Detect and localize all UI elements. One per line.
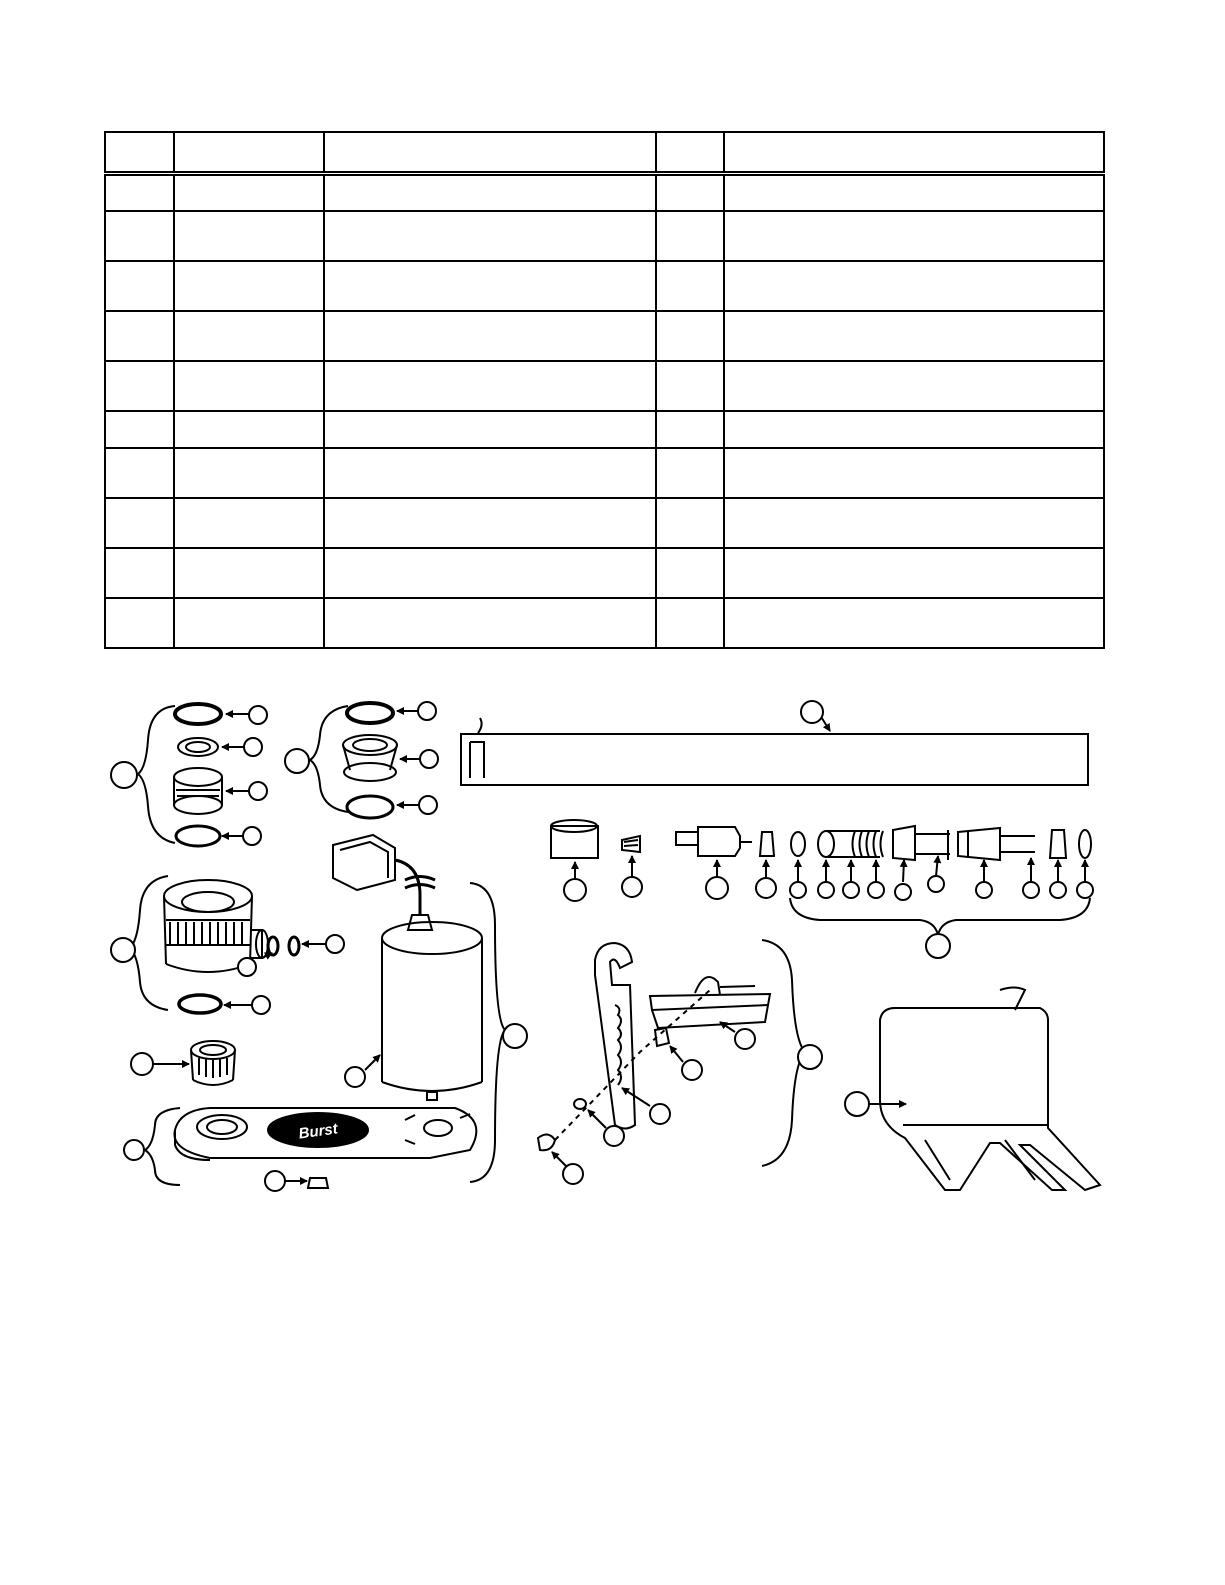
callout [238,958,256,976]
callout [818,882,834,898]
valve-stem [893,826,915,860]
spring [853,831,884,857]
wing-nut [655,1028,669,1046]
table-cell [656,261,724,311]
flat-washer [178,738,218,756]
table-cell [724,411,1104,448]
callout [1023,882,1039,898]
table-cell [724,211,1104,261]
table-row [105,361,1104,411]
o-ring [179,995,221,1013]
callout [326,935,344,953]
base-plate [145,1108,476,1188]
table-cell [324,261,656,311]
table-cell [724,311,1104,361]
table-cell [105,411,174,448]
callout [976,882,992,898]
callout [845,1092,869,1116]
table-row [105,598,1104,648]
callout [345,1067,365,1087]
header-description [324,132,656,174]
filter [818,831,834,857]
table-cell [656,211,724,261]
group-brace [790,898,1090,935]
screw [538,1134,555,1150]
table-cell [324,411,656,448]
table-row [105,174,1104,211]
table-cell [656,548,724,598]
table-row [105,311,1104,361]
table-cell [105,211,174,261]
callout [798,1045,822,1069]
exploded-parts-diagram [0,670,1225,1210]
callout [843,882,859,898]
end-gear [1050,830,1066,858]
hook-bracket [595,943,635,1129]
o-ring [176,826,220,846]
table-cell [324,174,656,211]
callout [563,1164,583,1184]
callout [706,877,728,899]
group-brace [138,706,175,843]
table-cell [656,448,724,498]
gear [760,832,774,856]
table-row [105,261,1104,311]
table-cell [174,498,324,548]
table-cell [105,548,174,598]
callout [249,706,267,724]
table-cell [324,211,656,261]
valve-housing-group [130,876,299,1013]
table-cell [724,448,1104,498]
seal-kit-b [310,703,397,818]
lock-washer [1079,830,1091,858]
fork-guard [880,988,1100,1191]
table-cell [324,598,656,648]
table-cell [174,211,324,261]
parts-table [104,131,1105,649]
table-cell [174,174,324,211]
table-cell [174,548,324,598]
callout [622,877,642,897]
table-cell [324,311,656,361]
table-cell [724,261,1104,311]
header-item-no-2 [656,132,724,174]
tip [622,836,640,852]
callout [868,882,884,898]
group-brace [130,876,168,1010]
callout [1077,882,1093,898]
threaded-fitting [174,768,222,814]
mount-bracket [650,994,770,1010]
table-cell [105,361,174,411]
group-brace [310,706,348,812]
table-cell [105,311,174,361]
table-cell [324,361,656,411]
table-header-row [105,132,1104,174]
callout [124,1140,144,1160]
table-cell [174,311,324,361]
header-part-no [174,132,324,174]
table-row [105,411,1104,448]
table-cell [656,174,724,211]
callout [756,878,776,898]
coupler [958,828,1000,860]
table-cell [174,261,324,311]
callout [926,934,950,958]
bracket-assembly [538,940,805,1166]
small-o-ring [289,937,299,955]
washer [574,1099,586,1109]
small-o-ring [268,937,278,955]
table-cell [174,448,324,498]
callout [1050,882,1066,898]
table-cell [656,498,724,548]
table-cell [105,174,174,211]
table-cell [105,598,174,648]
table-cell [105,261,174,311]
callout [895,884,911,900]
table-cell [656,411,724,448]
table-cell [724,598,1104,648]
callout [801,701,823,723]
table-cell [656,598,724,648]
o-ring [347,703,393,723]
callout [249,782,267,800]
callout [285,749,309,773]
table-cell [724,361,1104,411]
callout [419,796,437,814]
callout [650,1104,670,1124]
table-cell [724,548,1104,598]
flanged-fitting [343,735,397,781]
callout [252,996,270,1014]
table-cell [174,598,324,648]
callout [244,738,262,756]
table-row [105,498,1104,548]
callout [265,1171,285,1191]
table-cell [324,448,656,498]
callout [111,938,135,962]
seal-kit-a [138,704,222,846]
logo-text: Burst [297,1120,339,1143]
slot [720,986,755,987]
table-cell [174,411,324,448]
table-cell [724,174,1104,211]
table-row [105,448,1104,498]
callout [418,702,436,720]
header-description-2 [724,132,1104,174]
callout [790,882,806,898]
o-ring [347,796,393,818]
callout [604,1126,624,1146]
header-item-no [105,132,174,174]
table-row [105,211,1104,261]
callout [131,1053,153,1075]
callout [503,1024,527,1048]
table-cell [105,498,174,548]
callout [928,876,944,892]
callout [564,879,586,901]
table-cell [656,361,724,411]
table-cell [656,311,724,361]
table-cell [105,448,174,498]
table-cell [324,548,656,598]
callout [682,1060,702,1080]
valve-body [676,827,752,856]
table-cell [174,361,324,411]
callout [111,762,137,788]
callout [420,750,438,768]
knurled-nut [191,1041,235,1085]
o-ring [175,704,221,724]
table-cell [324,498,656,548]
callout [243,827,261,845]
callout [735,1029,755,1049]
table-cell [724,498,1104,548]
table-row [105,548,1104,598]
square-tube [461,718,1088,785]
star-washer [791,832,805,856]
